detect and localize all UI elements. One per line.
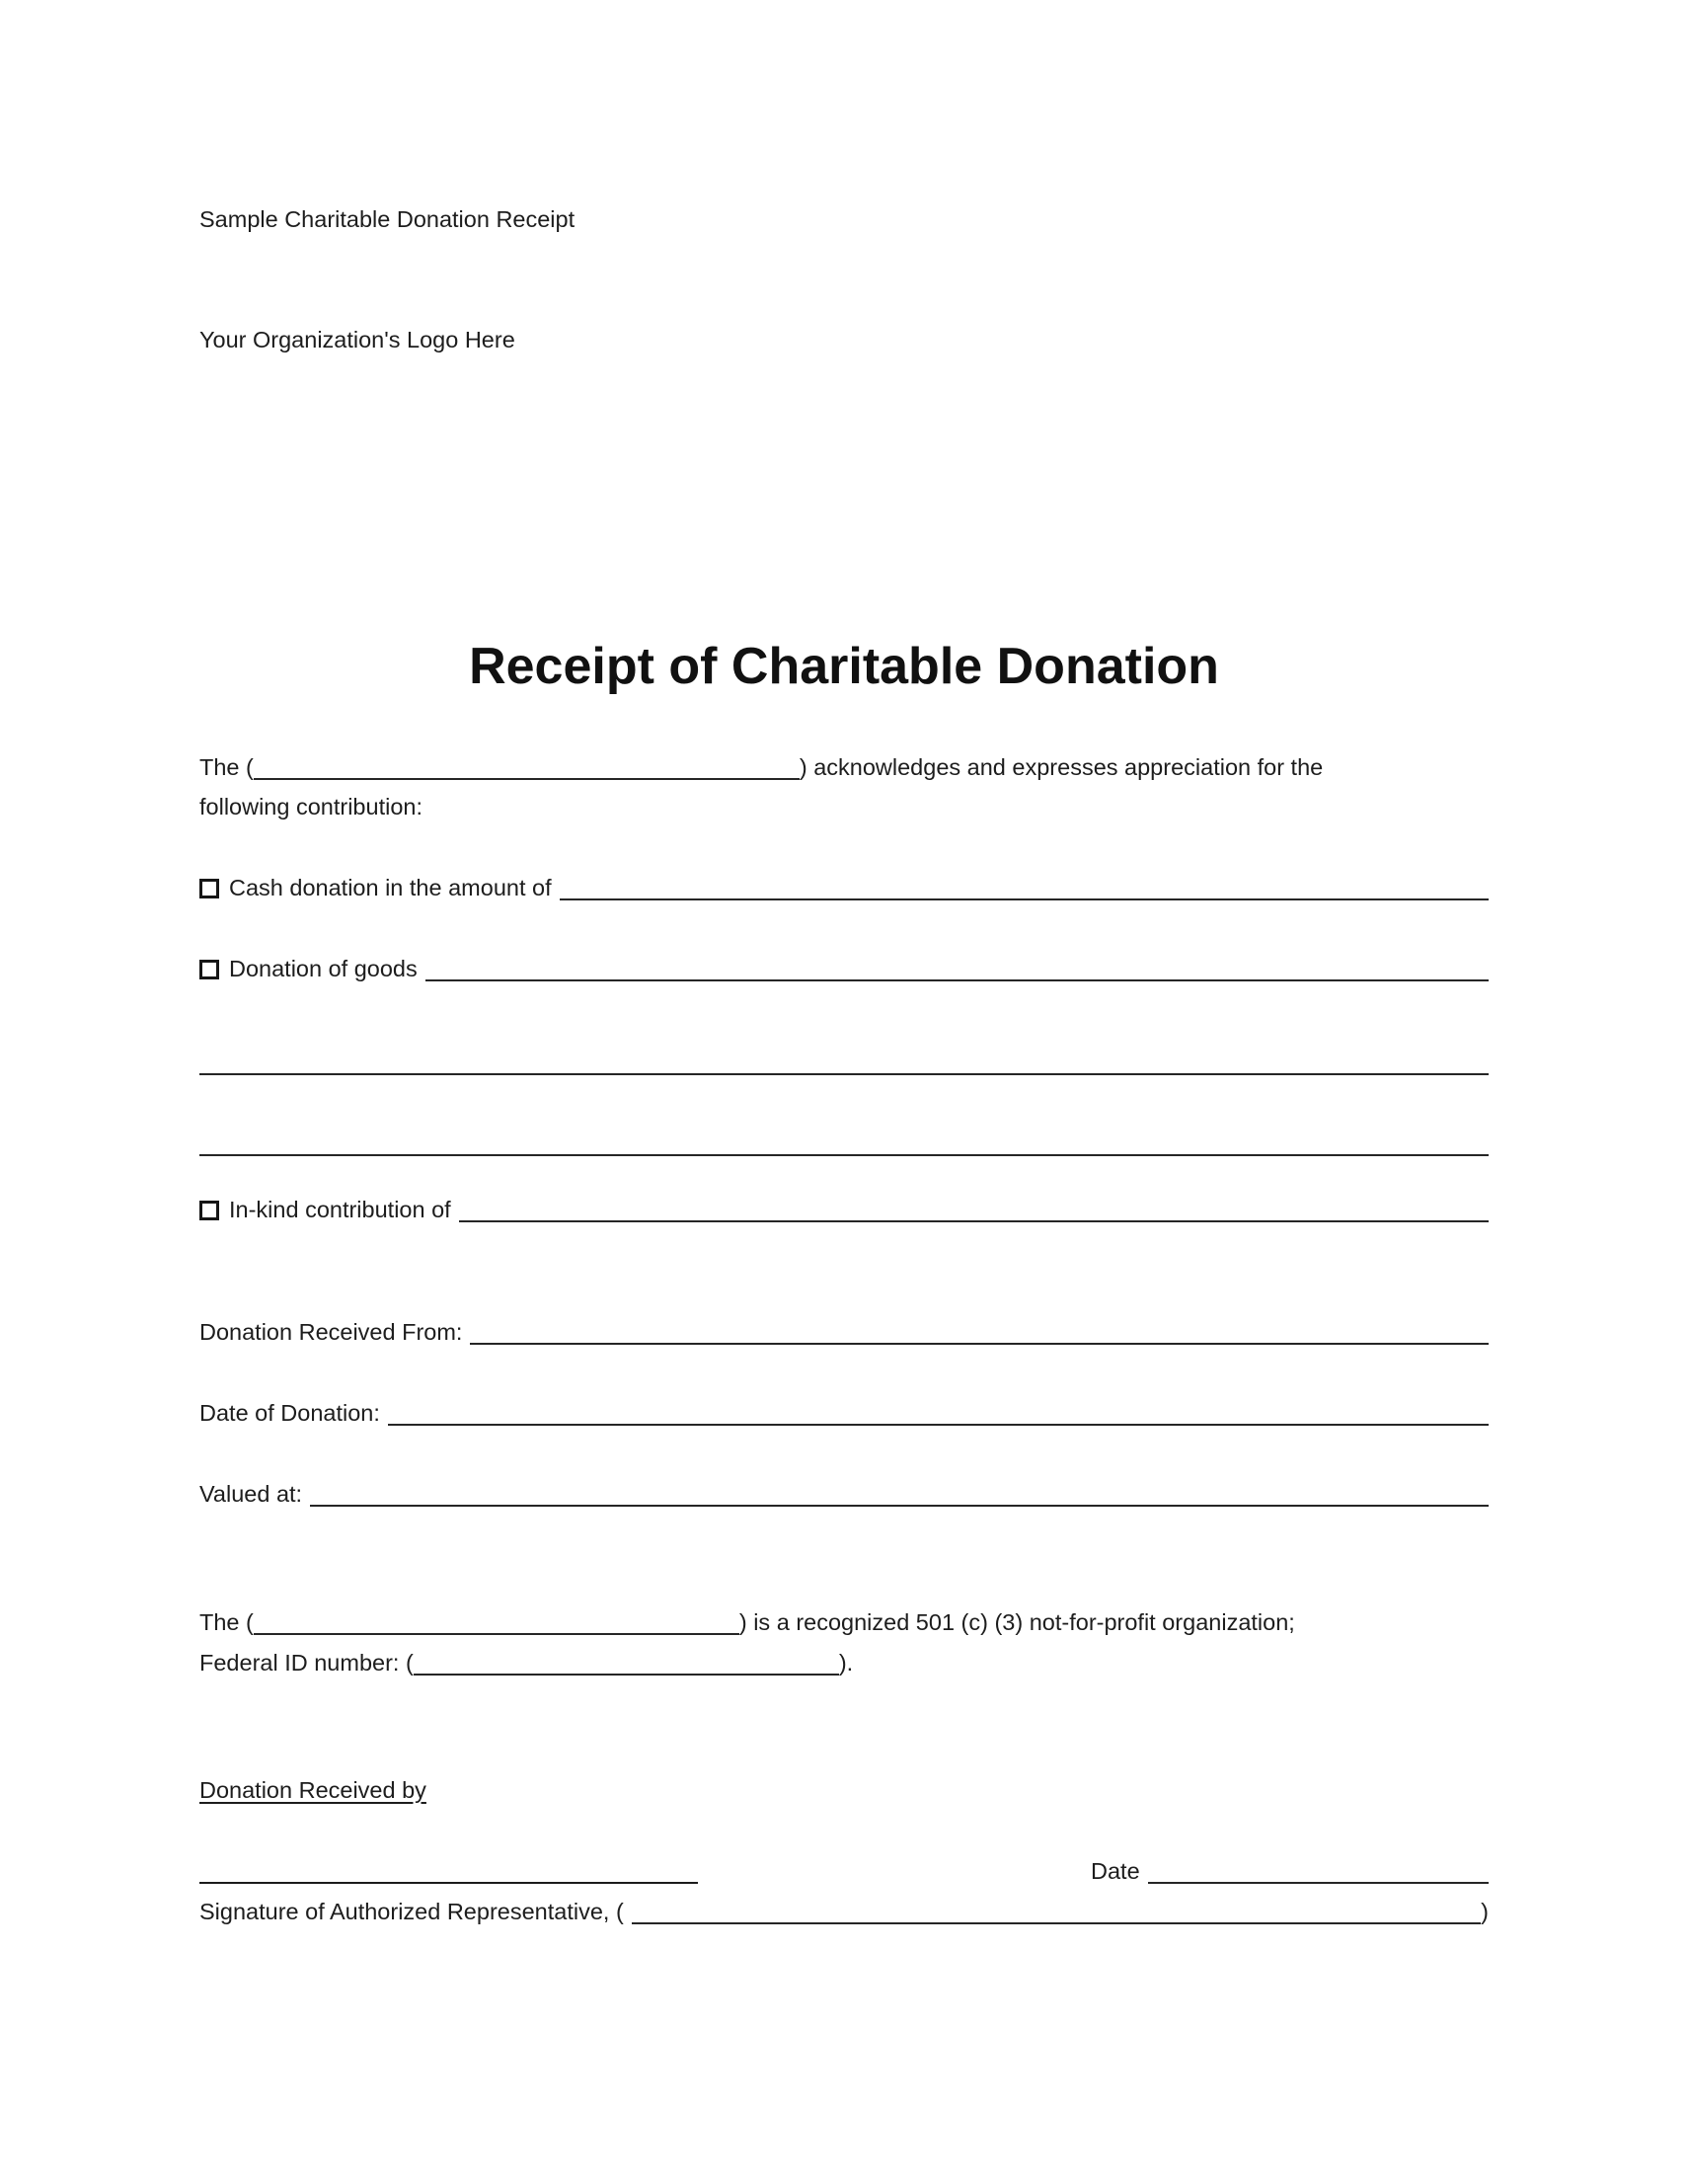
signature-caption-row (199, 1896, 1489, 1927)
goods-donation-label: Donation of goods (229, 956, 418, 981)
cash-donation-checkbox[interactable] (199, 879, 219, 898)
goods-extra-line-1[interactable] (199, 1046, 1489, 1075)
intro-pre-text: The ( (199, 754, 254, 780)
inkind-contribution-checkbox[interactable] (199, 1201, 219, 1220)
legal-end-text: ). (838, 1650, 854, 1676)
date-line[interactable] (1148, 1882, 1489, 1884)
date-label: Date (1091, 1858, 1140, 1884)
valued-at-row (199, 1478, 1489, 1510)
inkind-description-line[interactable] (459, 1220, 1489, 1222)
signature-date-row (199, 1855, 1489, 1887)
legal-post-text: ) is a recognized 501 (c) (3) not-for-profit organization; (738, 1609, 1295, 1635)
signature-row-spacer (698, 1855, 1091, 1887)
cash-donation-label: Cash donation in the amount of (229, 875, 552, 900)
signature-line[interactable] (199, 1882, 698, 1884)
valued-at-label: Valued at: (199, 1481, 303, 1507)
goods-donation-row (199, 953, 1489, 984)
date-of-donation-row (199, 1397, 1489, 1429)
valued-at-line[interactable] (310, 1505, 1489, 1507)
intro-post-text: ) acknowledges and expresses appreciation for the (799, 754, 1324, 780)
donation-received-from-row (199, 1316, 1489, 1348)
organization-name-blank-2[interactable] (254, 1612, 739, 1636)
logo-placeholder-text: Your Organization's Logo Here (199, 327, 515, 352)
signature-caption-label: Signature of Authorized Representative, ( (199, 1899, 624, 1924)
organization-name-blank[interactable] (254, 757, 800, 781)
inkind-contribution-row (199, 1194, 1489, 1225)
date-of-donation-line[interactable] (388, 1424, 1489, 1426)
cash-donation-row (199, 872, 1489, 903)
goods-description-line[interactable] (425, 979, 1489, 981)
donation-received-by-heading: Donation Received by (199, 1777, 426, 1803)
page-title: Receipt of Charitable Donation (469, 638, 1219, 695)
cash-amount-line[interactable] (560, 898, 1489, 900)
goods-extra-line-2[interactable] (199, 1127, 1489, 1156)
signature-caption-close: ) (1481, 1899, 1489, 1924)
goods-donation-checkbox[interactable] (199, 960, 219, 979)
date-of-donation-label: Date of Donation: (199, 1400, 380, 1426)
intro-paragraph (199, 747, 1489, 826)
donation-received-from-line[interactable] (470, 1343, 1489, 1345)
federal-id-blank[interactable] (414, 1653, 839, 1677)
federal-id-label: Federal ID number: ( (199, 1650, 414, 1676)
signer-name-line[interactable] (632, 1922, 1481, 1924)
legal-paragraph (199, 1602, 1489, 1683)
inkind-contribution-label: In-kind contribution of (229, 1197, 451, 1222)
donation-received-from-label: Donation Received From: (199, 1319, 463, 1345)
intro-line2-text: following contribution: (199, 794, 422, 819)
doc-type-label: Sample Charitable Donation Receipt (199, 206, 575, 232)
legal-pre-text: The ( (199, 1609, 254, 1635)
